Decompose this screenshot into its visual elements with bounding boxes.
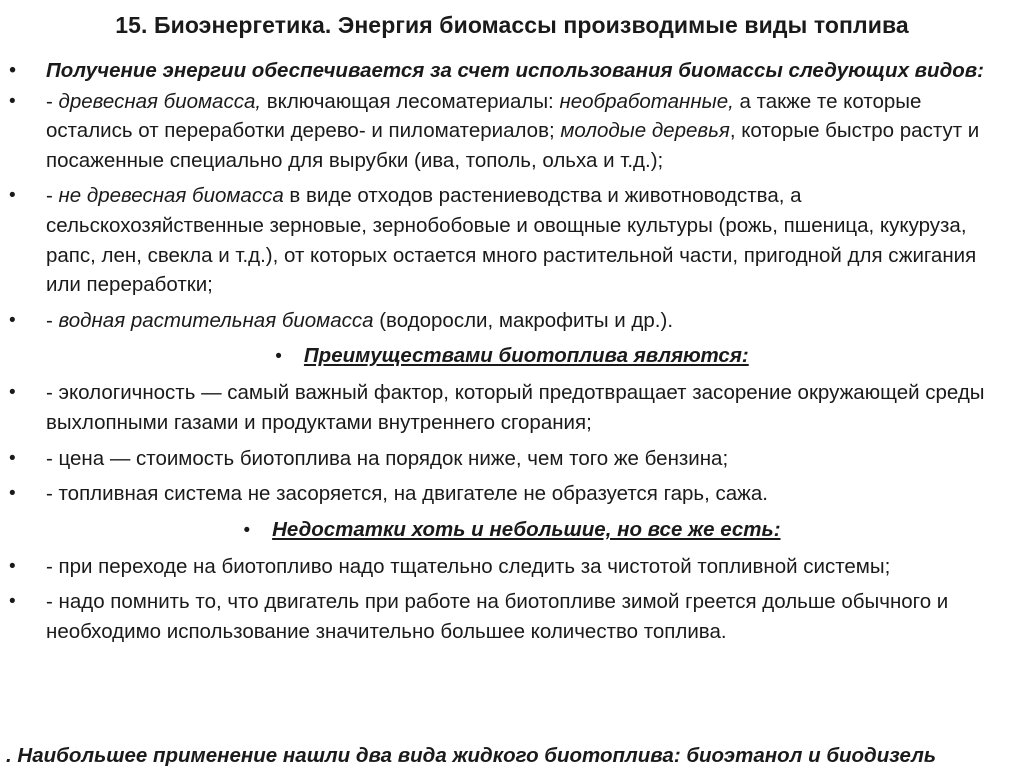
bullet-icon: • — [9, 90, 16, 112]
text-segment: - — [46, 184, 59, 208]
final-text: Наибольшее применение нашли два вида жидкого биотоплива: биоэтанол и биодизель — [11, 744, 937, 767]
italic-term: необработанные, — [559, 89, 734, 113]
list-item-advantage — [0, 378, 1024, 437]
bullet-icon: • — [9, 555, 16, 577]
text-segment: включающая лесоматериалы: — [261, 89, 560, 113]
italic-term: не древесная биомасса — [58, 184, 284, 208]
disadvantages-heading — [0, 515, 1024, 546]
list-item-advantage — [0, 444, 1024, 474]
bullet-icon: • — [9, 483, 16, 505]
final-mark: . — [6, 744, 12, 767]
content-list — [0, 56, 1024, 653]
italic-term: водная растительная биомасса — [58, 308, 374, 332]
bullet-icon: • — [9, 591, 16, 613]
list-item-lead — [0, 56, 1024, 86]
advantage-text: - топливная система не засоряется, на двигателе не образуется гарь, сажа. — [46, 482, 768, 506]
italic-term: молодые деревья — [560, 119, 730, 143]
list-item-non-wood-biomass — [0, 181, 1024, 299]
list-item-wood-biomass — [0, 87, 1024, 176]
list-item-advantage — [0, 479, 1024, 509]
advantages-heading-text: Преимуществами биотоплива являются: — [303, 344, 749, 368]
bullet-icon: • — [9, 447, 16, 469]
bullet-icon: • — [9, 185, 16, 207]
bullet-icon: • — [243, 519, 251, 541]
final-statement — [6, 741, 1021, 770]
list-item-disadvantage — [0, 552, 1024, 582]
text-segment: - — [46, 89, 59, 113]
disadvantage-text: - надо помнить то, что двигатель при работе на биотопливе зимой греется дольше обычного и необходимо использование значительно большее количество топлива. — [46, 590, 949, 643]
advantage-text: - экологичность — самый важный фактор, который предотвращает засорение окружающей среды выхлопными газами и продуктами внутреннего сгорания; — [46, 381, 985, 434]
disadvantages-heading-text: Недостатки хоть и небольшие, но все же есть: — [272, 517, 781, 541]
italic-term: древесная биомасса, — [58, 89, 262, 113]
bullet-icon: • — [9, 60, 16, 81]
list-item-disadvantage — [0, 587, 1024, 646]
text-segment: , которые быстро растут и посаженные специально для вырубки (ива, тополь, ольха и т.д.); — [46, 119, 980, 172]
list-item-water-biomass — [0, 306, 1024, 336]
advantages-heading — [0, 341, 1024, 372]
text-segment: - — [46, 308, 59, 332]
advantage-text: - цена — стоимость биотоплива на порядок ниже, чем того же бензина; — [46, 446, 729, 470]
text-segment: а также те которые остались от переработки дерево- и пиломатериалов; — [46, 89, 922, 143]
lead-text: Получение энергии обеспечивается за счет использования биомассы следующих видов: — [46, 59, 984, 82]
text-segment: в виде отходов растениеводства и животноводства, а сельскохозяйственные зерновые, зернобобовые и овощные культуры (рожь, пшеница, кукуруза, рапс, лен, свекла и т.д.), от которых остается много растительной части, пригодной для сжигания или переработки; — [46, 184, 977, 297]
text-segment: (водоросли, макрофиты и др.). — [373, 308, 674, 332]
bullet-icon: • — [275, 346, 282, 368]
bullet-icon: • — [9, 382, 16, 404]
slide-title: 15. Биоэнергетика. Энергия биомассы производимые виды топлива — [115, 12, 909, 38]
disadvantage-text: - при переходе на биотопливо надо тщательно следить за чистотой топливной системы; — [46, 554, 891, 578]
bullet-icon: • — [9, 309, 16, 331]
